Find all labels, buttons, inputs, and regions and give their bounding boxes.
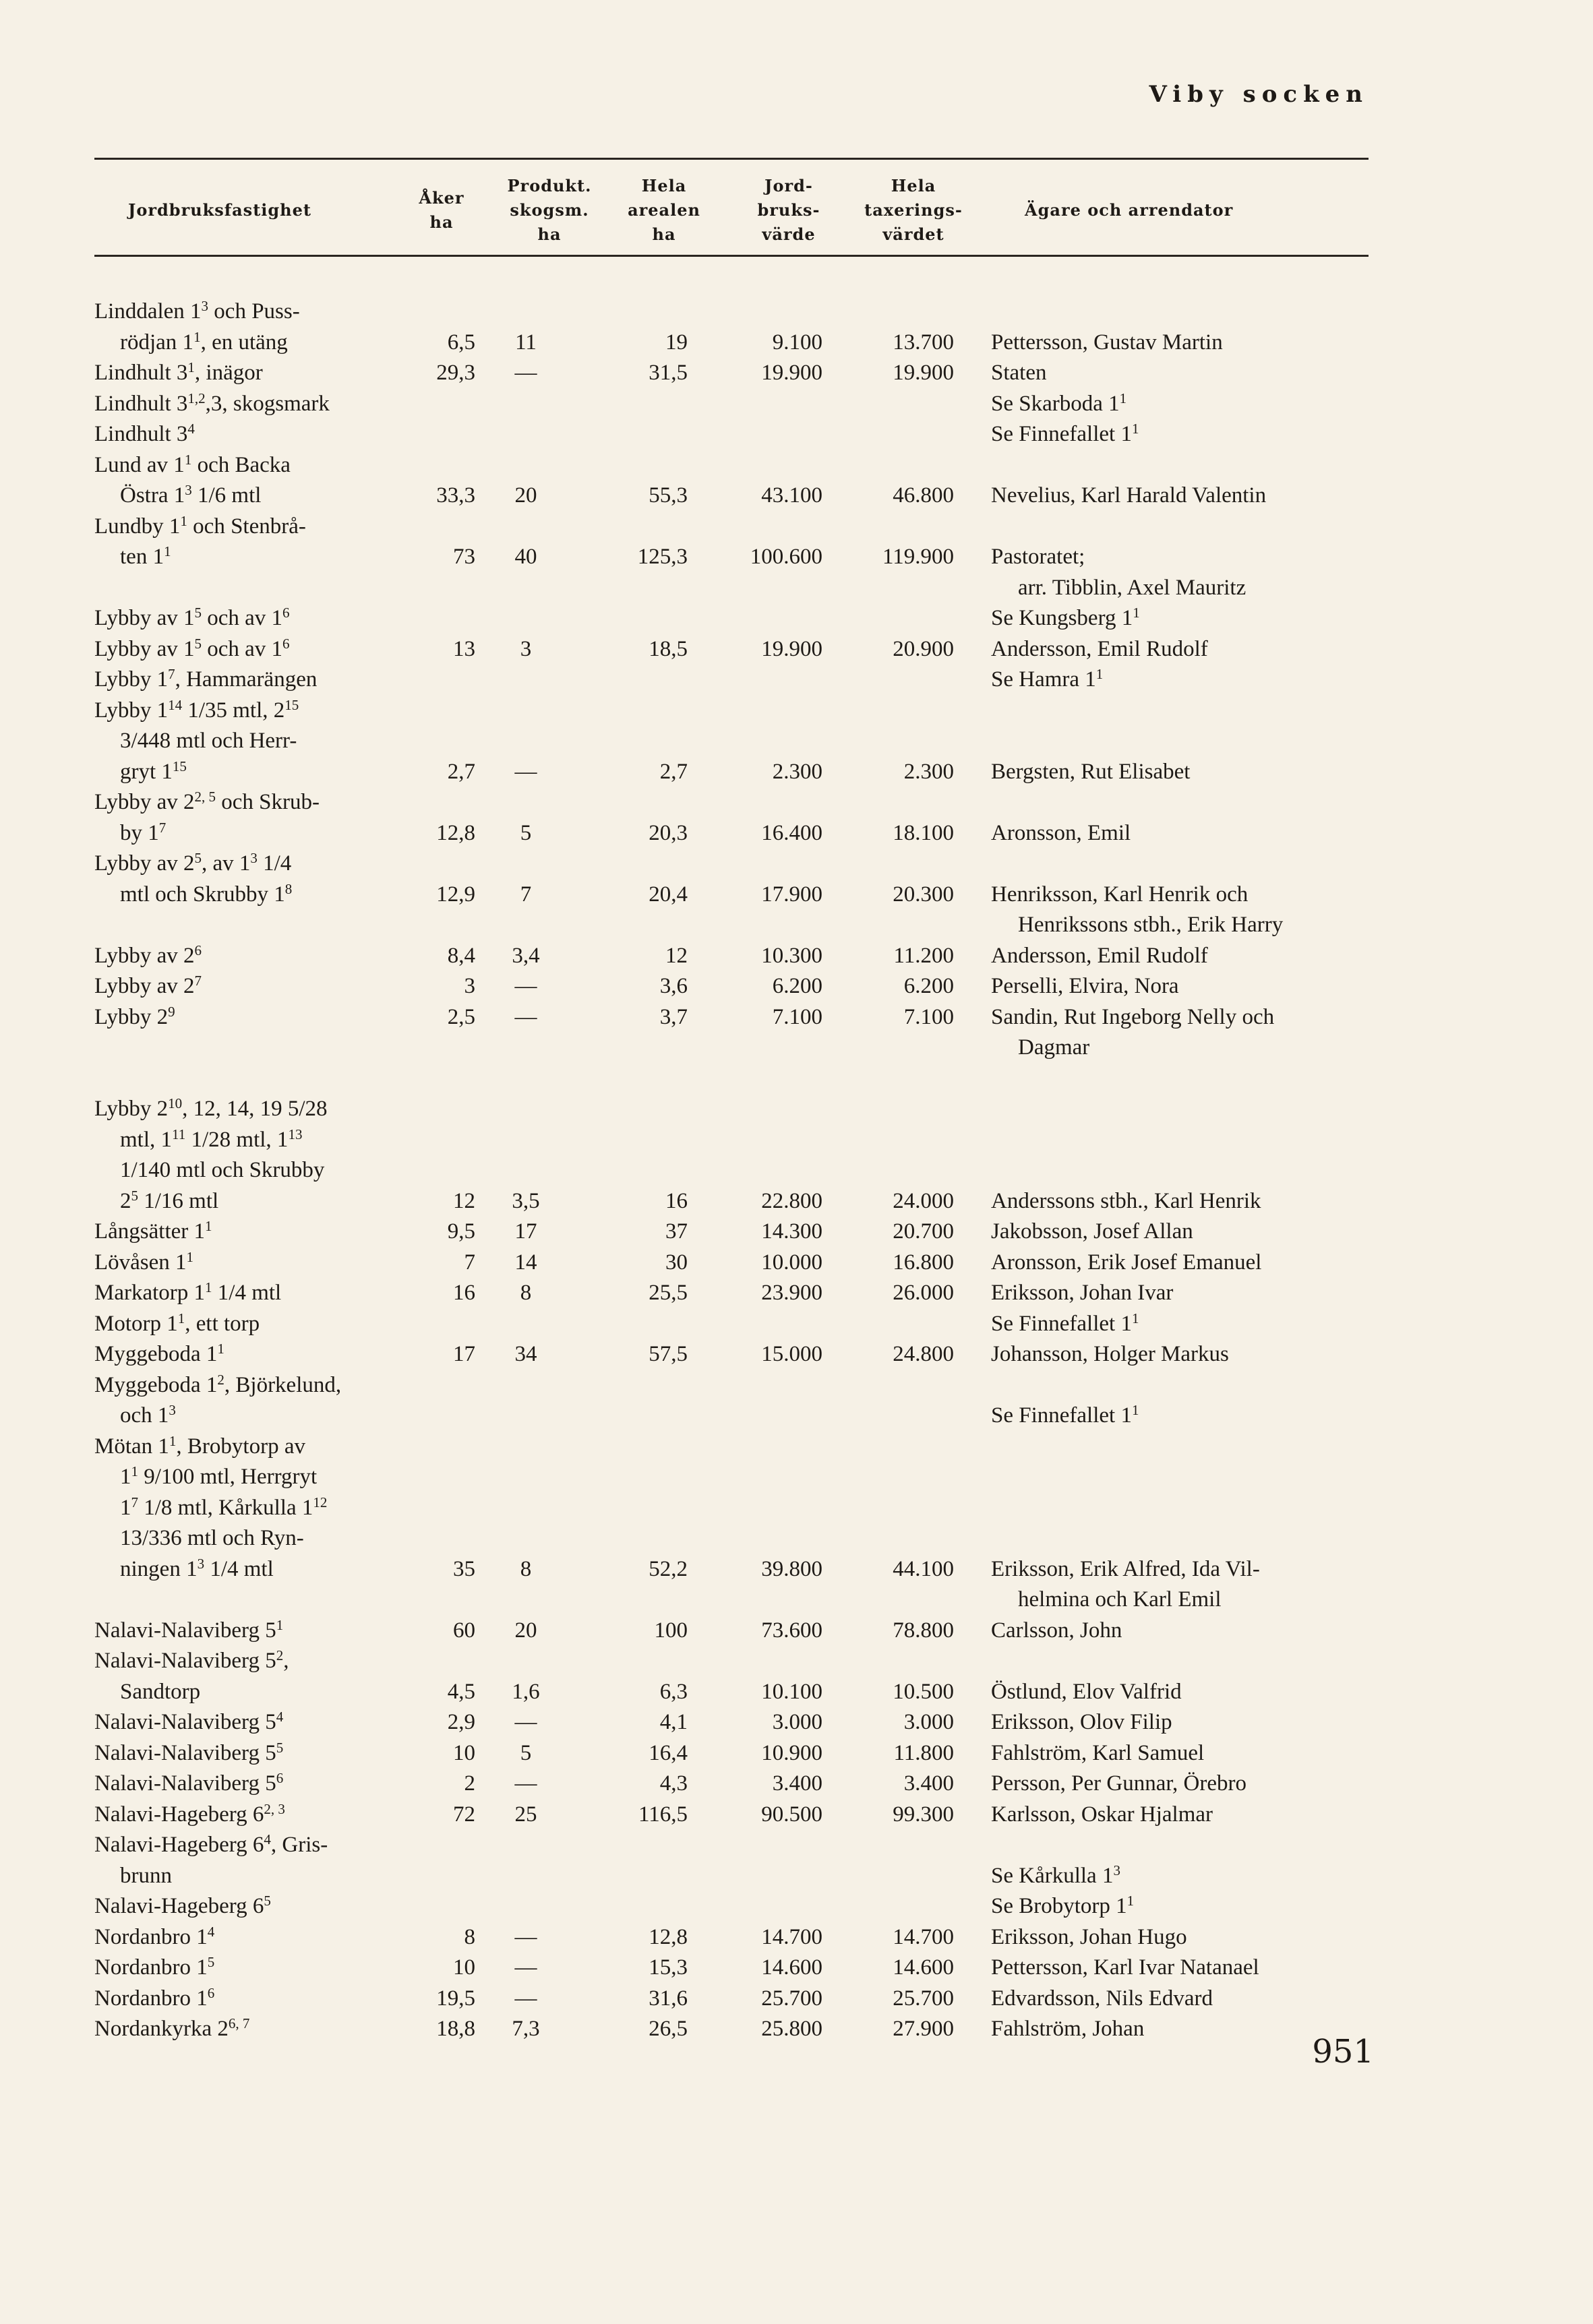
- aker-value: 16: [453, 1281, 475, 1305]
- column-header-hela-arealen: Hela arealen ha: [628, 176, 700, 244]
- table-row: [0, 1248, 1593, 1279]
- owner: Se Brobytorp $1^1$: [991, 1893, 1135, 1918]
- hela-arealen-value: 4,3: [659, 1771, 688, 1796]
- aker-value: 7: [464, 1250, 475, 1275]
- owner: Persson, Per Gunnar, Örebro: [991, 1771, 1247, 1796]
- hela-arealen-value: 12,8: [649, 1924, 688, 1949]
- aker-value: 2,5: [447, 1004, 475, 1029]
- skogsmark-value: 8: [520, 1281, 532, 1305]
- taxeringsvarde-value: 20.300: [893, 882, 954, 907]
- aker-value: 12: [453, 1188, 475, 1213]
- hela-arealen-value: 31,6: [649, 1986, 688, 2011]
- property-name: Myggeboda $1^2$, Björkelund, och $1^3$: [94, 1371, 342, 1428]
- jordbruksvarde-value: 23.900: [761, 1281, 822, 1305]
- property-name: Nordanbro $1^6$: [94, 1984, 215, 2011]
- owner: Aronsson, Emil: [991, 820, 1131, 845]
- owner: Sandin, Rut Ingeborg Nelly och Dagmar: [991, 1004, 1275, 1060]
- taxeringsvarde-value: 27.900: [893, 2017, 954, 2041]
- property-name: Lybby av $1^5$ och av $1^6$: [94, 635, 290, 661]
- taxeringsvarde-value: 19.900: [893, 361, 954, 385]
- aker-value: 17: [453, 1342, 475, 1366]
- table-row: [0, 297, 1593, 358]
- property-name: Lybby av $2^6$: [94, 942, 202, 968]
- property-name: Nalavi-Hageberg 6$^{2, 3}$: [94, 1800, 285, 1827]
- table-row: [0, 1646, 1593, 1707]
- taxeringsvarde-value: 20.700: [893, 1219, 954, 1244]
- table-row: [0, 1984, 1593, 2015]
- taxeringsvarde-value: 16.800: [893, 1250, 954, 1275]
- taxeringsvarde-value: 2.300: [903, 759, 954, 784]
- owner: Bergsten, Rut Elisabet: [991, 759, 1191, 784]
- column-header-jordbruksvarde: Jord- bruks- värde: [757, 176, 820, 244]
- property-name: Linddalen $1^3$ och Puss- rödjan $1^1$, en utäng: [94, 298, 300, 355]
- running-head: Viby socken: [1149, 81, 1369, 108]
- skogsmark-value: 1,6: [512, 1679, 540, 1704]
- property-name: Lybby av $2^7$: [94, 973, 202, 998]
- hela-arealen-value: 125,3: [637, 545, 688, 569]
- skogsmark-value: —: [514, 974, 537, 998]
- skogsmark-value: —: [514, 361, 537, 385]
- jordbruksvarde-value: 3.400: [772, 1771, 822, 1796]
- header-bottom-rule: [94, 255, 1369, 257]
- property-name: Nalavi-Hageberg $6^5$: [94, 1893, 271, 1918]
- aker-value: 60: [453, 1618, 475, 1643]
- property-name: Nordanbro $1^4$: [94, 1923, 215, 1949]
- skogsmark-value: 20: [514, 483, 537, 508]
- table-row: [0, 1800, 1593, 1831]
- property-name: Lindhult $3^4$: [94, 421, 195, 446]
- skogsmark-value: 5: [520, 1740, 532, 1765]
- hela-arealen-value: 16: [665, 1188, 688, 1213]
- aker-value: 19,5: [436, 1986, 475, 2011]
- table-row: [0, 1616, 1593, 1647]
- jordbruksvarde-value: 7.100: [772, 1004, 822, 1029]
- aker-value: 18,8: [436, 2017, 475, 2041]
- property-name: Nalavi-Nalaviberg $5^4$: [94, 1709, 284, 1734]
- property-name: Nordanbro $1^5$: [94, 1954, 215, 1980]
- hela-arealen-value: 52,2: [649, 1556, 688, 1581]
- owner: Eriksson, Olov Filip: [991, 1710, 1172, 1734]
- hela-arealen-value: 30: [665, 1250, 688, 1275]
- jordbruksvarde-value: 25.800: [761, 2017, 822, 2041]
- aker-value: 12,9: [436, 882, 475, 907]
- column-header-agare: Ägare och arrendator: [1025, 200, 1234, 220]
- owner: Pettersson, Gustav Martin: [991, 330, 1223, 355]
- table-row: [0, 1891, 1593, 1922]
- property-name: Lundby $1^1$ och Stenbrå- ten $1^1$: [94, 512, 306, 569]
- property-name: Markatorp $1^1$ 1/4 mtl: [94, 1279, 282, 1305]
- column-header-fastighet: Jordbruksfastighet: [128, 200, 311, 220]
- hela-arealen-value: 37: [665, 1219, 688, 1244]
- aker-value: 72: [453, 1802, 475, 1827]
- skogsmark-value: 5: [520, 820, 532, 845]
- jordbruksvarde-value: 39.800: [761, 1556, 822, 1581]
- owner: Johansson, Holger Markus: [991, 1342, 1229, 1366]
- skogsmark-value: 34: [514, 1342, 537, 1366]
- owner: Se Finnefallet $1^1$: [991, 421, 1139, 446]
- property-name: Lövåsen $1^1$: [94, 1248, 194, 1275]
- table-row: [0, 1738, 1593, 1769]
- property-name: Lund av $1^1$ och Backa Östra $1^3$ 1/6 mtl: [94, 451, 291, 508]
- table-row: [0, 1707, 1593, 1738]
- aker-value: 33,3: [436, 483, 475, 508]
- table-row: [0, 1830, 1593, 1891]
- table-row: [0, 358, 1593, 389]
- skogsmark-value: 8: [520, 1556, 532, 1581]
- owner: Edvardsson, Nils Edvard: [991, 1986, 1213, 2011]
- column-header-skogsmark: Produkt. skogsm. ha: [507, 176, 592, 244]
- taxeringsvarde-value: 24.800: [893, 1342, 954, 1366]
- property-name: Nalavi-Hageberg $6^4$, Gris- brunn: [94, 1831, 328, 1888]
- table-row: [0, 971, 1593, 1002]
- property-name: Lybby $1^7$, Hammarängen: [94, 666, 318, 692]
- owner: Karlsson, Oskar Hjalmar: [991, 1802, 1213, 1827]
- jordbruksvarde-value: 19.900: [761, 636, 822, 661]
- owner: Se Finnefallet $1^1$: [991, 1310, 1139, 1336]
- hela-arealen-value: 20,3: [649, 820, 688, 845]
- owner: Jakobsson, Josef Allan: [991, 1219, 1193, 1244]
- table-row: [0, 787, 1593, 849]
- taxeringsvarde-value: 13.700: [893, 330, 954, 355]
- property-name: Lybby av 2$^{2, 5}$ och Skrub- by $1^7$: [94, 789, 320, 845]
- table-row: [0, 1278, 1593, 1309]
- hela-arealen-value: 3,6: [659, 974, 688, 998]
- property-name: Mötan $1^1$, Brobytorp av $1^1$ 9/100 mtl, Herrgryt $1^7$ 1/8 mtl, Kårkulla $1^{12}$ 13/336 mtl och Ryn- ningen $1^3$ 1/4 mtl: [94, 1432, 328, 1581]
- jordbruksvarde-value: 100.600: [750, 545, 822, 569]
- table-row: [0, 1094, 1593, 1217]
- hela-arealen-value: 16,4: [649, 1740, 688, 1765]
- aker-value: 13: [453, 636, 475, 661]
- table-row: [0, 512, 1593, 604]
- taxeringsvarde-value: 7.100: [903, 1004, 954, 1029]
- owner: Se Hamra $1^1$: [991, 666, 1104, 692]
- taxeringsvarde-value: 78.800: [893, 1618, 954, 1643]
- taxeringsvarde-value: 18.100: [893, 820, 954, 845]
- taxeringsvarde-value: 3.000: [903, 1710, 954, 1734]
- column-header-aker: Åker ha: [419, 188, 464, 232]
- jordbruksvarde-value: 10.000: [761, 1250, 822, 1275]
- aker-value: 4,5: [447, 1679, 475, 1704]
- page-number: 951: [1312, 2033, 1374, 2071]
- table-row: [0, 1370, 1593, 1432]
- jordbruksvarde-value: 73.600: [761, 1618, 822, 1643]
- aker-value: 35: [453, 1556, 475, 1581]
- owner: Eriksson, Erik Alfred, Ida Vil- helmina och Karl Emil: [991, 1556, 1260, 1612]
- table-row: [0, 1922, 1593, 1953]
- aker-value: 73: [453, 545, 475, 569]
- taxeringsvarde-value: 11.800: [893, 1740, 954, 1765]
- skogsmark-value: 20: [514, 1618, 537, 1643]
- table-row: [0, 1432, 1593, 1616]
- owner: Se Kungsberg $1^1$: [991, 605, 1140, 630]
- hela-arealen-value: 55,3: [649, 483, 688, 508]
- property-name: Lindhult $3^1$, inägor: [94, 359, 263, 385]
- table-row: [0, 1953, 1593, 1984]
- column-header-taxeringsvardet: Hela taxerings- värdet: [864, 176, 963, 244]
- hela-arealen-value: 26,5: [649, 2017, 688, 2041]
- jordbruksvarde-value: 43.100: [761, 483, 822, 508]
- owner: Se Finnefallet $1^1$: [991, 1402, 1139, 1428]
- skogsmark-value: —: [514, 759, 537, 784]
- table-row: [0, 849, 1593, 941]
- hela-arealen-value: 6,3: [659, 1679, 688, 1704]
- owner: Se Kårkulla $1^3$: [991, 1862, 1120, 1888]
- jordbruksvarde-value: 10.100: [761, 1679, 822, 1704]
- jordbruksvarde-value: 16.400: [761, 820, 822, 845]
- aker-value: 2,9: [447, 1710, 475, 1734]
- aker-value: 8: [464, 1924, 475, 1949]
- taxeringsvarde-value: 14.600: [893, 1955, 954, 1980]
- aker-value: 2: [464, 1771, 475, 1796]
- property-name: Nalavi-Nalaviberg $5^1$: [94, 1616, 284, 1643]
- jordbruksvarde-value: 3.000: [772, 1710, 822, 1734]
- owner: Pastoratet; arr. Tibblin, Axel Mauritz: [991, 545, 1246, 600]
- taxeringsvarde-value: 99.300: [893, 1802, 954, 1827]
- owner: Fahlström, Johan: [991, 2017, 1145, 2041]
- hela-arealen-value: 12: [665, 943, 688, 968]
- owner: Perselli, Elvira, Nora: [991, 974, 1179, 998]
- hela-arealen-value: 3,7: [659, 1004, 688, 1029]
- property-name: Myggeboda $1^1$: [94, 1341, 224, 1366]
- aker-value: 10: [453, 1740, 475, 1765]
- taxeringsvarde-value: 14.700: [893, 1924, 954, 1949]
- hela-arealen-value: 4,1: [659, 1710, 688, 1734]
- aker-value: 6,5: [447, 330, 475, 355]
- taxeringsvarde-value: 26.000: [893, 1281, 954, 1305]
- taxeringsvarde-value: 6.200: [903, 974, 954, 998]
- owner: Eriksson, Johan Hugo: [991, 1924, 1187, 1949]
- property-name: Lybby $2^9$: [94, 1003, 175, 1029]
- taxeringsvarde-value: 24.000: [893, 1188, 954, 1213]
- jordbruksvarde-value: 90.500: [761, 1802, 822, 1827]
- aker-value: 3: [464, 974, 475, 998]
- jordbruksvarde-value: 14.600: [761, 1955, 822, 1980]
- skogsmark-value: 3,5: [512, 1188, 540, 1213]
- taxeringsvarde-value: 119.900: [882, 545, 954, 569]
- taxeringsvarde-value: 44.100: [893, 1556, 954, 1581]
- skogsmark-value: —: [514, 1924, 537, 1949]
- aker-value: 12,8: [436, 820, 475, 845]
- owner: Andersson, Emil Rudolf: [991, 636, 1208, 661]
- jordbruksvarde-value: 10.900: [761, 1740, 822, 1765]
- skogsmark-value: 7,3: [512, 2017, 540, 2041]
- property-name: Lybby av $1^5$ och av $1^6$: [94, 605, 290, 630]
- aker-value: 2,7: [447, 759, 475, 784]
- table-row: [0, 1769, 1593, 1800]
- skogsmark-value: 3,4: [512, 943, 540, 968]
- skogsmark-value: 11: [515, 330, 537, 355]
- owner: Östlund, Elov Valfrid: [991, 1679, 1182, 1704]
- property-name: Lybby $1^{14}$ 1/35 mtl, $2^{15}$ 3/448 mtl och Herr- gryt $1^{15}$: [94, 696, 299, 784]
- jordbruksvarde-value: 15.000: [761, 1342, 822, 1366]
- hela-arealen-value: 100: [654, 1618, 688, 1643]
- jordbruksvarde-value: 9.100: [772, 330, 822, 355]
- table-row: [0, 696, 1593, 788]
- table-row: [0, 634, 1593, 665]
- jordbruksvarde-value: 14.700: [761, 1924, 822, 1949]
- table-row: [0, 941, 1593, 972]
- table-row: [0, 1309, 1593, 1340]
- property-name: Nalavi-Nalaviberg $5^6$: [94, 1770, 284, 1796]
- property-name: Motorp $1^1$, ett torp: [94, 1310, 260, 1336]
- property-name: Nalavi-Nalaviberg $5^2$, Sandtorp: [94, 1647, 289, 1704]
- skogsmark-value: 3: [520, 636, 532, 661]
- skogsmark-value: 7: [520, 882, 532, 907]
- owner: Andersson, Emil Rudolf: [991, 943, 1208, 968]
- taxeringsvarde-value: 20.900: [893, 636, 954, 661]
- skogsmark-value: —: [514, 1004, 537, 1029]
- skogsmark-value: 17: [514, 1219, 537, 1244]
- skogsmark-value: —: [514, 1986, 537, 2011]
- jordbruksvarde-value: 25.700: [761, 1986, 822, 2011]
- skogsmark-value: —: [514, 1955, 537, 1980]
- taxeringsvarde-value: 46.800: [893, 483, 954, 508]
- owner: Fahlström, Karl Samuel: [991, 1740, 1205, 1765]
- owner: Eriksson, Johan Ivar: [991, 1281, 1174, 1305]
- property-name: Lybby $2^{10}$, 12, 14, 19 5/28 mtl, $1^{11}$ 1/28 mtl, $1^{13}$ 1/140 mtl och Skrubby $2^5$ 1/16 mtl: [94, 1095, 328, 1213]
- hela-arealen-value: 20,4: [649, 882, 688, 907]
- jordbruksvarde-value: 2.300: [772, 759, 822, 784]
- owner: Henriksson, Karl Henrik och Henrikssons stbh., Erik Harry: [991, 882, 1284, 937]
- table-row: [0, 1002, 1593, 1095]
- jordbruksvarde-value: 22.800: [761, 1188, 822, 1213]
- hela-arealen-value: 116,5: [638, 1802, 688, 1827]
- hela-arealen-value: 18,5: [649, 636, 688, 661]
- hela-arealen-value: 31,5: [649, 361, 688, 385]
- table-row: [0, 419, 1593, 450]
- skogsmark-value: —: [514, 1710, 537, 1734]
- jordbruksvarde-value: 6.200: [772, 974, 822, 998]
- taxeringsvarde-value: 3.400: [903, 1771, 954, 1796]
- owner: Anderssons stbh., Karl Henrik: [991, 1188, 1261, 1213]
- taxeringsvarde-value: 11.200: [893, 943, 954, 968]
- jordbruksvarde-value: 17.900: [761, 882, 822, 907]
- jordbruksvarde-value: 14.300: [761, 1219, 822, 1244]
- skogsmark-value: —: [514, 1771, 537, 1796]
- property-name: Långsätter $1^1$: [94, 1218, 212, 1244]
- table-row: [0, 1217, 1593, 1248]
- property-name: Lindhult 3$^{1,2}$,3, skogsmark: [94, 390, 330, 416]
- skogsmark-value: 25: [514, 1802, 537, 1827]
- table-row: [0, 450, 1593, 512]
- owner: Carlsson, John: [991, 1618, 1122, 1643]
- table-row: [0, 1339, 1593, 1370]
- hela-arealen-value: 57,5: [649, 1342, 688, 1366]
- skogsmark-value: 40: [514, 545, 537, 569]
- skogsmark-value: 14: [514, 1250, 537, 1275]
- hela-arealen-value: 19: [665, 330, 688, 355]
- hela-arealen-value: 15,3: [649, 1955, 688, 1980]
- header-top-rule: [94, 158, 1369, 160]
- owner: Staten: [991, 361, 1047, 385]
- owner: Se Skarboda $1^1$: [991, 390, 1127, 416]
- taxeringsvarde-value: 25.700: [893, 1986, 954, 2011]
- owner: Aronsson, Erik Josef Emanuel: [991, 1250, 1262, 1275]
- hela-arealen-value: 2,7: [659, 759, 688, 784]
- property-name: Nordankyrka 2$^{6, 7}$: [94, 2015, 250, 2041]
- aker-value: 29,3: [436, 361, 475, 385]
- aker-value: 10: [453, 1955, 475, 1980]
- table-row: [0, 603, 1593, 634]
- property-name: Lybby av $2^5$, av $1^3$ 1/4 mtl och Skrubby $1^8$: [94, 850, 293, 907]
- taxeringsvarde-value: 10.500: [893, 1679, 954, 1704]
- jordbruksvarde-value: 10.300: [761, 943, 822, 968]
- table-row: [0, 665, 1593, 696]
- jordbruksvarde-value: 19.900: [761, 361, 822, 385]
- hela-arealen-value: 25,5: [649, 1281, 688, 1305]
- property-table: [0, 297, 1593, 2045]
- owner: Nevelius, Karl Harald Valentin: [991, 483, 1267, 508]
- table-row: [0, 389, 1593, 420]
- owner: Pettersson, Karl Ivar Natanael: [991, 1955, 1259, 1980]
- property-name: Nalavi-Nalaviberg $5^5$: [94, 1739, 284, 1765]
- aker-value: 9,5: [447, 1219, 475, 1244]
- aker-value: 8,4: [447, 943, 475, 968]
